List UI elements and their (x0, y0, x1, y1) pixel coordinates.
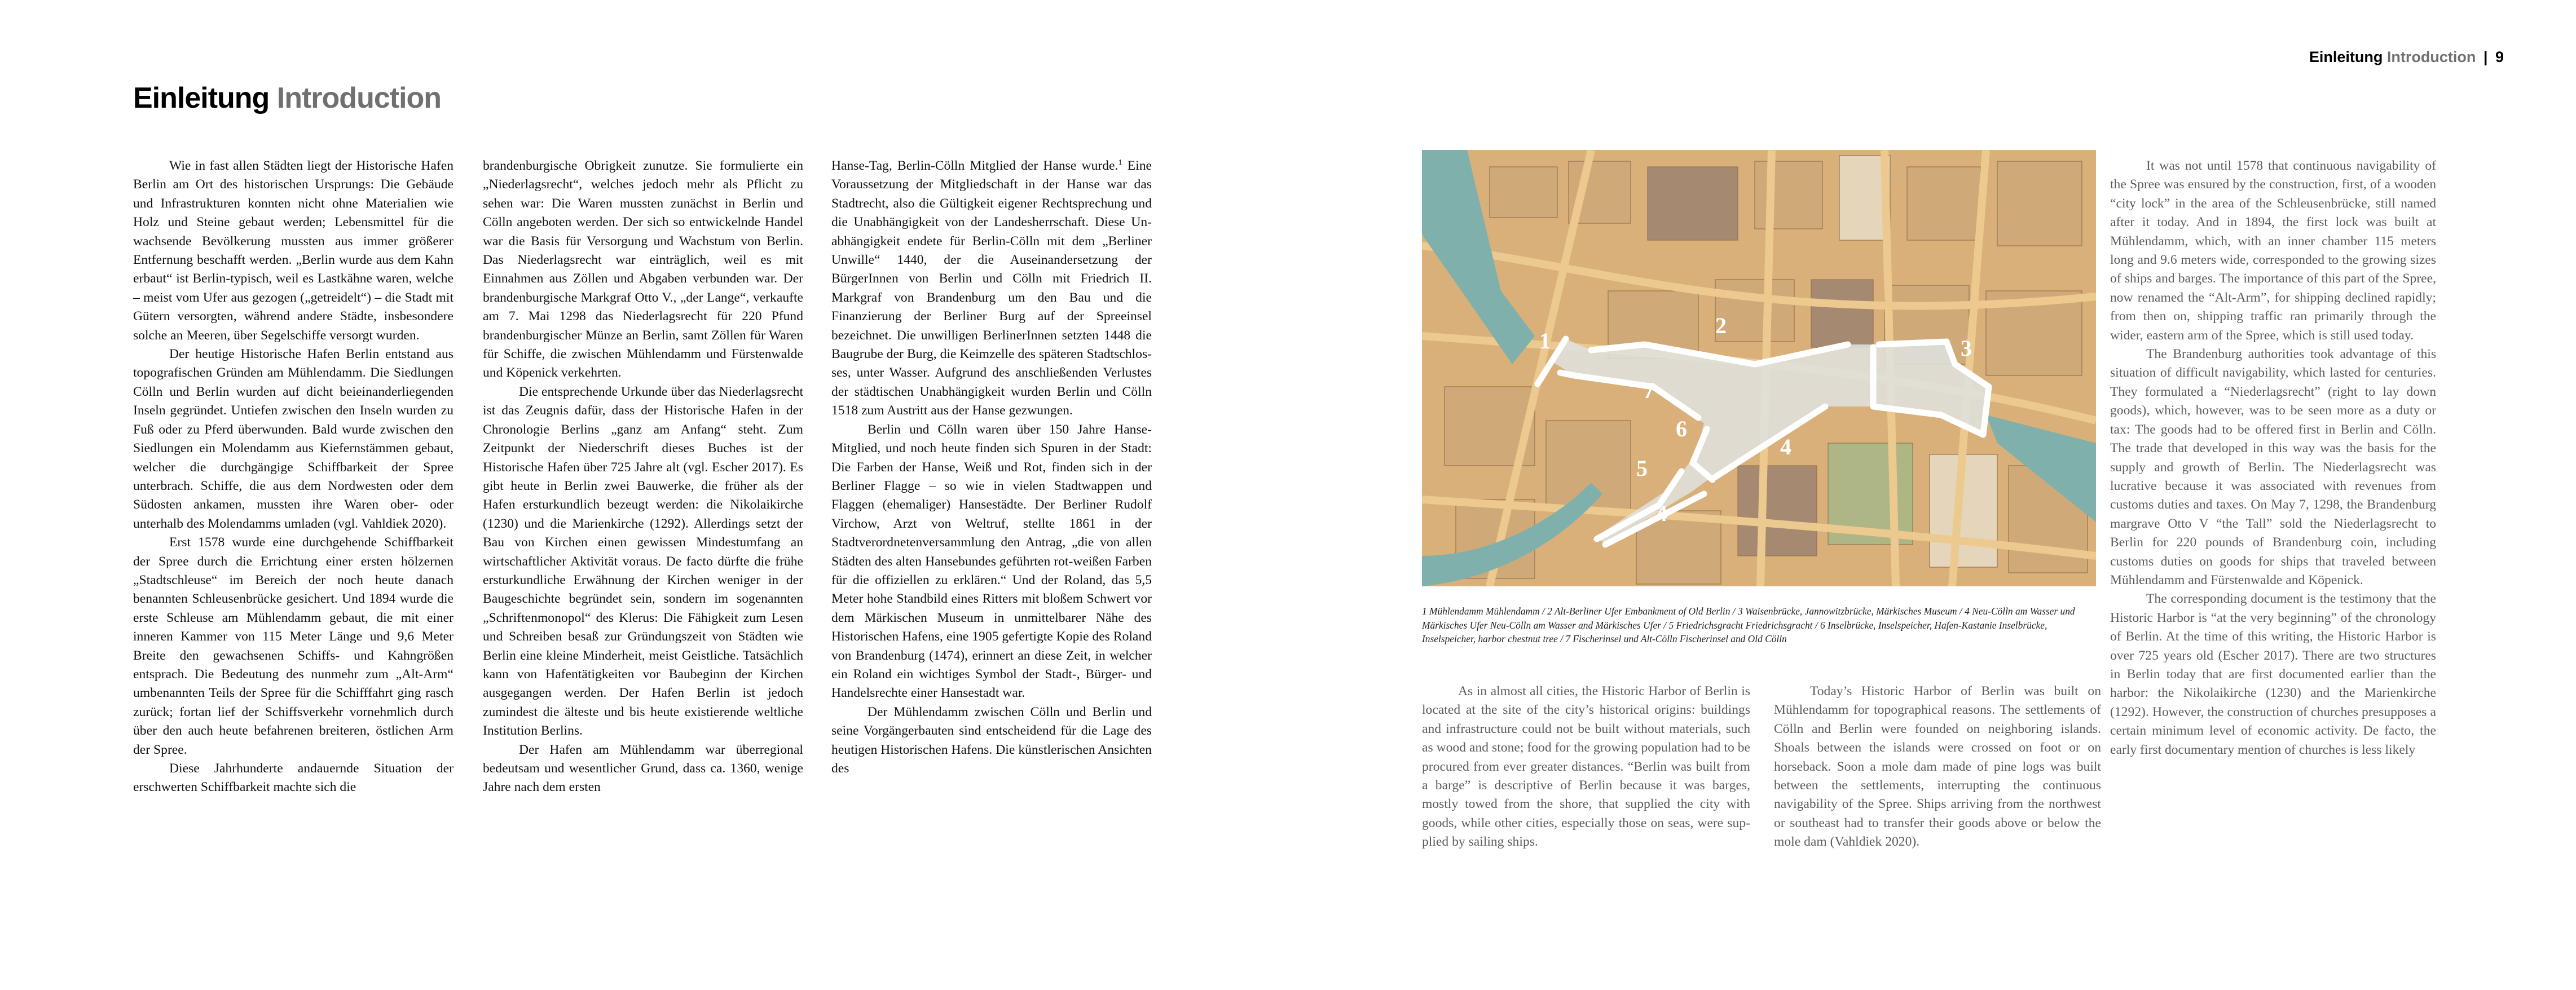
map-marker-5: 5 (1636, 456, 1648, 481)
map-illustration (1422, 150, 2096, 586)
map-marker-3: 3 (1961, 335, 1972, 361)
running-head-separator: | (2483, 48, 2488, 65)
german-column-3 (831, 157, 1152, 778)
title-english: Introduction (276, 82, 442, 114)
english-column-2 (1774, 682, 2101, 852)
map-marker-7: 7 (1643, 378, 1654, 403)
english-column-3 (2110, 157, 2436, 759)
paragraph: Today’s Historic Harbor of Berlin was built on Mühlendamm for topographical reasons. The settlements of Cölln and Berlin were founded on neighboring islands. Shoals between the islands were crossed on foot or on horseback. Soon a mole dam made of pine logs was built between the settlements, interrupting the continuous navigability of the Spree. Ships arriving from the northwest or southeast had to transfer their goods above or below the mole dam (Vahldiek 2020). (1774, 684, 2101, 850)
german-column-1 (133, 157, 453, 797)
paragraph: Der Hafen am Mühlendamm war überregional bedeutsam und wesentlicher Grund, dass ca. 1360, wenige Jahre nach dem ersten (483, 742, 803, 795)
paragraph: The corresponding document is the testimony that the Historic Harbor is “at the very beginning” of the chronology of Berlin. At the time of this writing, the Historic Harbor is over 725 years old (Escher 2017). There are two structures in Berlin today that are first documented earlier than the harbor: the Nikolaikirche (1230) and the Marienkirche (1292). However, the construction of churches presupposes a certain minimum level of economic activity. De facto, the early first documentary mention of churches is less likely (2110, 591, 2436, 757)
paragraph: Der Mühlendamm zwischen Cölln und Berlin und seine Vorgängerbauten sind entscheidend für die Lage des heutigen Historischen Hafens. Die künstlerischen Ansichten des (831, 704, 1152, 776)
paragraph: Die entsprechende Urkunde über das Niederlagsrecht ist das Zeugnis dafür, dass der Historische Hafen in der Chronologie Berlins „ganz am Anfang“ steht. Zum Zeitpunkt der Niederschrift dieses Buches ist der Historische Hafen über 725 Jahre alt (vgl. Escher 2017). Es gibt heute in Berlin zwei Bauwerke, die früher als der Hafen ersturkundlich bezeugt werden: die Nikolaikirche (1230) und die Marienkirche (1292). Allerdings setzt der Bau von Kirchen einen gewissen Mindestumfang an wirtschaftlicher Aktivität voraus. De facto dürfte die frühe ersturkundliche Erwähnung der Kirchen weniger in der Baugeschichte begründet sein, sondern im sogenannten „Schriftenmonopol“ des Klerus: Die Fähigkeit zum Lesen und Schreiben besaß zur Gründungszeit von Städten wie Berlin eine kleine Minderheit, meist Geistliche. Tatsächlich kann von Hafentätigkeiten vor Baubeginn der Kirchen ausgegangen werden. Der Hafen Berlin ist jedoch zumindest die älteste und bis heute existierende weltliche Institution Berlins. (483, 384, 803, 739)
paragraph (831, 157, 1152, 421)
paragraph: Erst 1578 wurde eine durchgehende Schiffbarkeit der Spree durch die Errichtung einer ersten hölzernen „Stadtschleuse“ im Bereich der noch heute danach benannten Schleusenbrücke gesichert. Und 1894 wurde die erste Schleuse am Mühlendamm gebaut, die mit einer inneren Kammer von 115 Meter Länge und 9,6 Meter Breite den gewachsenen Schiffs- und Kahngrößen entsprach. Die Bedeutung des nunmehr zum „Alt-Arm“ umbenannten Teils der Spree für die Schifffahrt ging rasch zurück; fortan lief der Schiffsverkehr vornehmlich durch über den auch heute befahrenen breiteren, östlichen Arm der Spree. (133, 535, 453, 757)
paragraph: The Brandenburg authorities took advantage of this situation of difficult navigability, which lasted for centuries. They formulated a “Niederlagsrecht” (right to lay down goods), which, however, was to be seen more as a duty or tax: The goods had to be offered first in Berlin and Cölln. The trade that developed in this way was the basis for the supply and growth of Berlin. The Niederlagsrecht was lucrative because it was associated with revenues from customs duties and taxes. On May 7, 1298, the Brandenburg margrave Otto V “the Tall” sold the Niederlagsrecht to Berlin for 220 pounds of Brandenburg coin, including customs duties on goods for ships that traveled between Mühlendamm and Fürstenwalde and Köpenick. (2110, 347, 2436, 587)
page-number: 9 (2495, 48, 2504, 65)
historic-map-figure (1422, 150, 2096, 586)
paragraph: Wie in fast allen Städten liegt der Historische Hafen Berlin am Ort des historischen Ursprungs: Die Gebäude und Infrastrukturen konnten nicht ohne Materialien wie Holz und Steine gebaut werden; Lebensmittel für die wachsende Bevölkerung mussten aus immer größerer Entfernung beschafft werden. „Berlin wurde aus dem Kahn erbaut“ ist Berlin-typisch, weil es Lastkähne waren, welche – meist vom Ufer aus gezogen („getreidelt“) – die Stadt mit Gütern versorgten, während andere Städte, insbesondere solche an Meeren, über Segelschiffe versorgt wurden. (133, 158, 453, 343)
paragraph: Diese Jahrhunderte andauernde Situation der erschwerten Schiffbarkeit machte sich die (133, 761, 453, 795)
title-german: Einleitung (133, 82, 270, 114)
footnote-marker[interactable]: 1 (1118, 158, 1122, 167)
english-column-1 (1422, 682, 1750, 852)
map-marker-2: 2 (1715, 313, 1727, 338)
paragraph: brandenburgische Obrigkeit zunutze. Sie formulierte ein „Niederlagsrecht“, welches jedoch mehr als Pflicht zu sehen war: Die Waren mussten zunächst in Berlin und Cölln angeboten werden. Der sich so entwickelnde Handel war die Basis für Versorgung und Wachstum von Berlin. Das Niederlagsrecht war einträglich, weil es mit Einnahmen aus Zöllen und Abgaben verbunden war. Der brandenburgische Markgraf Otto V., „der Lange“, verkaufte am 7. Mai 1298 das Niederlagsrecht für 220 Pfund brandenburgischer Münze an Berlin, samt Zöllen für Waren für Schiffe, die zwischen Mühlendamm und Fürstenwalde und Köpenick verkehrten. (483, 158, 803, 381)
page-title (133, 83, 441, 113)
paragraph: Der heutige Historische Hafen Berlin entstand aus topografischen Gründen am Mühlendamm. Die Siedlungen Cölln und Berlin wurden auf dicht beieinanderliegenden Inseln gegründet. Untiefen zwischen den Inseln wurden zu Fuß oder zu Pferd überwunden. Bald wurde zwischen den Siedlungen ein Molendamm aus Kiefernstämmen gebaut, welcher die durchgängige Schiffbarkeit der Spree unterbrach. Schiffe, die aus dem Nordwesten oder dem Südosten ankamen, mussten ihre Waren ober- oder unterhalb des Molendamms umladen (vgl. Vahldiek 2020). (133, 347, 453, 531)
map-marker-6: 6 (1676, 416, 1687, 441)
german-column-2 (483, 157, 803, 797)
running-head (2309, 50, 2504, 65)
map-marker-4b: 4 (1656, 501, 1667, 526)
paragraph: It was not until 1578 that continuous navigability of the Spree was ensured by the construction, first, of a wooden “city lock” in the area of the Schleusenbrücke, still named after it today. And in 1894, the first lock was built at Mühlendamm, which, with an inner chamber 115 meters long and 9.6 meters wide, corresponded to the growing sizes of ships and barges. The importance of this part of the Spree, now renamed the “Alt-Arm”, for shipping declined rapidly; from then on, shipping traffic ran primarily through the wider, eastern arm of the Spree, which is still used today. (2110, 158, 2436, 343)
right-page (1288, 0, 2576, 990)
map-marker-1: 1 (1539, 328, 1551, 353)
running-head-english: Introduction (2386, 48, 2476, 65)
map-caption: 1 Mühlendamm Mühlendamm / 2 Alt-Berliner Ufer Embankment of Old Berlin / 3 Waisenbrücke, Jannowitzbrücke, Märkisches Museum / 4 Neu-Cölln am Wasser und Märkisches Ufer Neu-Cölln am Wasser and Märkisches Ufer / 5 Friedrichsgracht Friedrichsgracht / 6 Inselbrücke, Inselspeicher, Hafen-Kastanie Inselbrücke, Inselspeicher, harbor chestnut tree / 7 Fischerinsel und Alt-Cölln Fischerinsel and Old Cölln (1422, 606, 2075, 644)
paragraph-text: Hanse-Tag, Berlin-Cölln Mitglied der Hanse wurde. (831, 158, 1119, 173)
map-marker-4: 4 (1780, 434, 1791, 459)
paragraph: As in almost all cities, the Historic Harbor of Berlin is located at the site of the city’s historical origins: buildings and infrastructure could not be built without materials, such as wood and stone; food for the growing population had to be procured from ever greater distances. “Berlin was built from a barge” is descriptive of Berlin because it was barges, mostly towed from the shore, that supplied the city with goods, while other cities, especially those on seas, were supplied by sailing ships. (1422, 684, 1750, 850)
paragraph: Berlin und Cölln waren über 150 Jahre Hanse-Mitglied, und noch heute finden sich Spuren in der Stadt: Die Farben der Hanse, Weiß und Rot, finden sich in der Berliner Flagge – so wie in vielen Stadtwappen und Flaggen (ehemaliger) Hansestädte. Der Berliner Rudolf Virchow, Arzt von Weltruf, stellte 1861 in der Stadtverordnetenversammlung den Antrag, „die von allen Städten des alten Hansebundes geführten rot-weißen Farben für die offiziellen zu erklären.“ Und der Roland, das 5,5 Meter hohe Standbild eines Ritters mit bloßem Schwert vor dem Märkischen Museum in unmittelbarer Nähe des Historischen Hafens, eine 1905 gefertigte Kopie des Roland von Brandenburg (1474), erinnert an diese Zeit, in welcher ein Roland ein wichtiges Symbol der Stadt-, Bürger- und Handelsrechte einer Hansestadt war. (831, 422, 1152, 701)
running-head-german: Einleitung (2309, 48, 2383, 65)
paragraph-text: Eine Voraussetzung der Mitgliedschaft in der Hanse war das Stadtrecht, also die Gültigkeit eigener Rechtsprechung und die Unabhängigkeit von der Landesherrschaft. Diese Unabhängigkeit endete für Berlin-Cölln mit dem „Berliner Unwille“ 1440, der die Auseinandersetzung der BürgerInnen von Berlin und Cölln mit Friedrich II. Markgraf von Brandenburg um den Bau und die Finanzierung der Berliner Burg auf der Spreeinsel bezeichnet. Die unwilligen BerlinerInnen setzten 1448 die Baugrube der Burg, die Keimzelle des späteren Stadtschlosses, unter Wasser. Aufgrund des anschließenden Verlustes der städtischen Unabhängigkeit wurden Berlin und Cölln 1518 zum Austritt aus der Hanse gezwungen. (831, 158, 1152, 418)
